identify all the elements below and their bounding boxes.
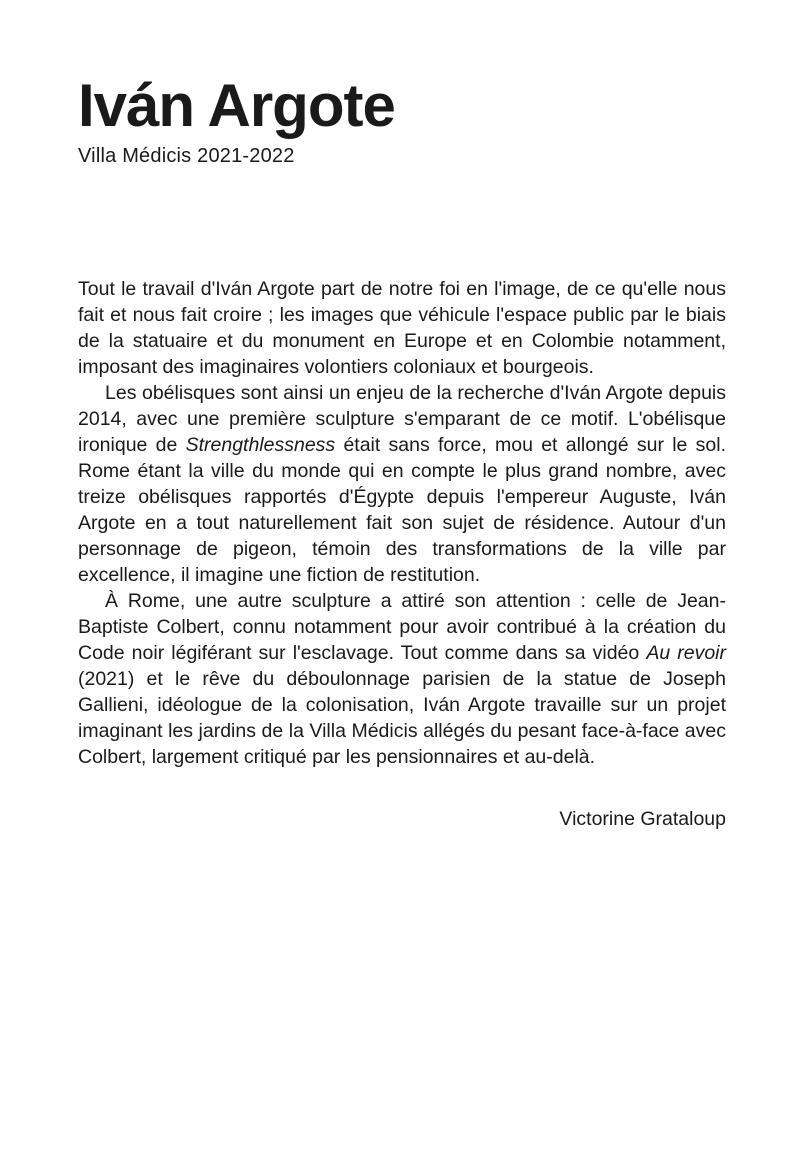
text-segment: À Rome, une autre sculpture a attiré son attention : celle de Jean-Baptiste Colbert, connu notamment pour avoir contribué à la création du Code noir légiférant sur l'esclavage. Tout comme dans sa vidéo <box>78 590 726 664</box>
author-signature: Victorine Grataloup <box>559 808 726 830</box>
text-segment: (2021) et le rêve du déboulonnage parisien de la statue de Joseph Gallieni, idéologue de la colonisation, Iván Argote travaille sur un projet imaginant les jardins de la Villa Médicis allégés du pesant face-à-face avec Colbert, largement critiqué par les pensionnaires et au-delà. <box>78 668 726 768</box>
paragraph <box>78 588 726 770</box>
paragraph <box>78 276 726 380</box>
text-segment: était sans force, mou et allongé sur le sol. Rome étant la ville du monde qui en compte le plus grand nombre, avec treize obélisques rapportés d'Égypte depuis l'empereur Auguste, Iván Argote en a tout naturellement fait son sujet de résidence. Autour d'un personnage de pigeon, témoin des transformations de la ville par excellence, il imagine une fiction de restitution. <box>78 434 726 586</box>
page-subtitle: Villa Médicis 2021-2022 <box>78 145 295 167</box>
italic-text-segment: Au revoir <box>646 642 727 664</box>
page-title: Iván Argote <box>78 72 395 139</box>
body-text <box>78 276 726 770</box>
text-segment: Tout le travail d'Iván Argote part de notre foi en l'image, de ce qu'elle nous fait et nous fait croire ; les images que véhicule l'espace public par le biais de la statuaire et du monument en Europe et en Colombie notamment, imposant des imaginaires volontiers coloniaux et bourgeois. <box>78 278 726 378</box>
italic-text-segment: Strengthlessness <box>185 434 336 456</box>
text-segment: Les obélisques sont ainsi un enjeu de la recherche d'Iván Argote depuis 2014, avec une première sculpture s'emparant de ce motif. L'obélisque ironique de <box>78 382 726 456</box>
paragraph <box>78 380 726 588</box>
